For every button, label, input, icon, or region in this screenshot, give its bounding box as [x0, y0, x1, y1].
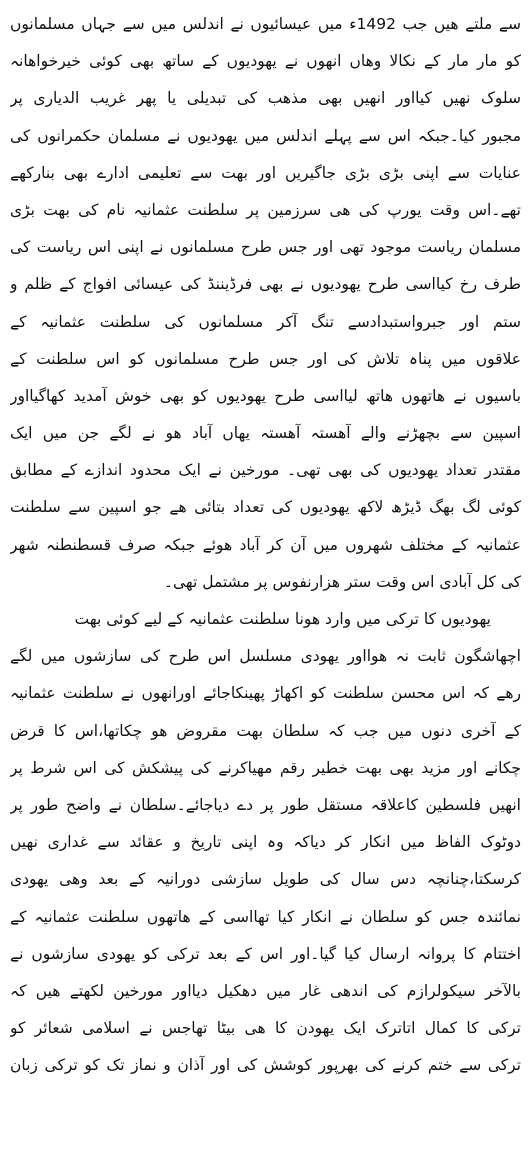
- text-line: کے آخری دنوں میں جب کہ سلطان بھت مقروض ھو چکاتھا،اس کا قرض: [10, 721, 521, 740]
- text-line: مقتدر تعداد یھودیوں کی بھی تھی۔ مورخین نے ایک محدود اندازے کے مطابق: [10, 461, 521, 480]
- text-line: اچھاشگون ثابت نہ ھوااور یھودی مسلسل اس طرح کی سازشوں میں لگے: [10, 647, 521, 666]
- text-line: عنایات سے اپنی بڑی بڑی جاگیریں اور بھت سے تعلیمی ادارے بھی بنارکھے: [10, 163, 521, 182]
- text-line: تھے۔اس وقت یورپ کی ھی سرزمین پر سلطنت عثمانیہ نام کی بھت بڑی: [10, 200, 521, 219]
- paragraph-1: [10, 6, 521, 601]
- text-line: بالآخر سیکولرازم کی اندھی غار میں دھکیل دیااور مورخین لکھتے ھیں کہ: [10, 981, 521, 1000]
- text-line: نمائندہ جس کو سلطان نے انکار کیا تھااسی کے ھاتھوں سلطنت عثمانیہ کے: [10, 907, 521, 926]
- text-line-last: کی کل آبادی اس وقت ستر ھزارنفوس پر مشتمل تھی۔: [163, 572, 521, 591]
- text-line: علاقوں میں پناہ تلاش کی اور جس طرح مسلمانوں کو اس سلطنت کے: [10, 349, 521, 368]
- text-line: مسلمان ریاست موجود تھی اور جس طرح مسلمانوں نے اپنی اس ریاست کی: [10, 238, 521, 257]
- text-line: کرسکتا،چنانچہ دس سال کی طویل سازشی دورانیہ کے بعد وھی یھودی: [10, 870, 521, 889]
- text-line: رھے کہ اس محسن سلطنت کو اکھاڑ پھینکاجائے اورانھوں نے سلطنت عثمانیہ: [10, 684, 521, 703]
- text-line: انھیں فلسطین کاعلاقہ مستقل طور پر دے دیاجائے۔سلطان نے واضح طور پر: [10, 795, 521, 814]
- text-line: ترکی کا کمال اتاترک ایک یھودن کا ھی بیٹا تھاجس نے اسلامی شعائر کو: [10, 1019, 521, 1038]
- text-line: اسپین سے بچھڑنے والے آھستہ آھستہ یھاں آباد ھو نے لگے جن میں ایک: [10, 424, 521, 443]
- text-line: طرف رخ کیااسی طرح یھودیوں نے بھی فرڈیننڈ کی عیسائی افواج کے ظلم و: [10, 275, 521, 294]
- text-line: باسیوں نے ھاتھوں ھاتھ لیااسی طرح یھودیوں کو بھی خوش آمدید کھاگیااور: [10, 386, 521, 405]
- text-line: ستم اور جبرواستبدادسے تنگ آکر مسلمانوں کی سلطنت عثمانیہ کے: [10, 312, 521, 331]
- text-line: دوٹوک الفاظ میں انکار کر دیاکہ وہ اپنی تاریخ و عقائد سے غداری نھیں: [10, 833, 521, 852]
- text-line: عثمانیہ کے مختلف شھروں میں آن کر آباد ھوئے جبکہ صرف قسطنطنہ شھر: [10, 535, 521, 554]
- text-line: ترکی سے ختم کرنے کی بھرپور کوشش کی اور آذان و نماز تک کو ترکی زبان: [10, 1056, 521, 1075]
- text-line: چکانے اور مزید بھی بھت خطیر رقم مھیاکرنے کی پیشکش کی اس شرط پر: [10, 758, 521, 777]
- text-line: سلوک نھیں کیااور انھیں بھی مذھب کی تبدیلی یا پھر غریب الدیاری پر: [10, 89, 521, 108]
- text-line-first: یھودیوں کا ترکی میں وارد ھونا سلطنت عثمانیہ کے لیے کوئی بھت: [74, 610, 491, 628]
- text-line: کوئی لگ بھگ ڈیڑھ لاکھ یھودیوں کی تعداد بتائی ھے جو اسپین سے سلطنت: [10, 498, 521, 517]
- text-line: اختتام کا پروانہ ارسال کیا گیا۔اور اس کے بعد ترکی کو یھودی سازشوں نے: [10, 944, 521, 963]
- text-line: سے ملتے ھیں جب 1492ء میں عیسائیوں نے اندلس میں سے جہاں مسلمانوں: [10, 15, 521, 33]
- paragraph-2: [10, 601, 521, 1084]
- text-line: کو مار مار کے نکالا وھاں انھوں نے یھودیوں کے ساتھ بھی کوئی خیرخواھانہ: [10, 52, 521, 71]
- text-line: مجبور کیا۔جبکہ اس سے پہلے اندلس میں یھودیوں نے مسلمان حکمرانوں کی: [10, 126, 521, 145]
